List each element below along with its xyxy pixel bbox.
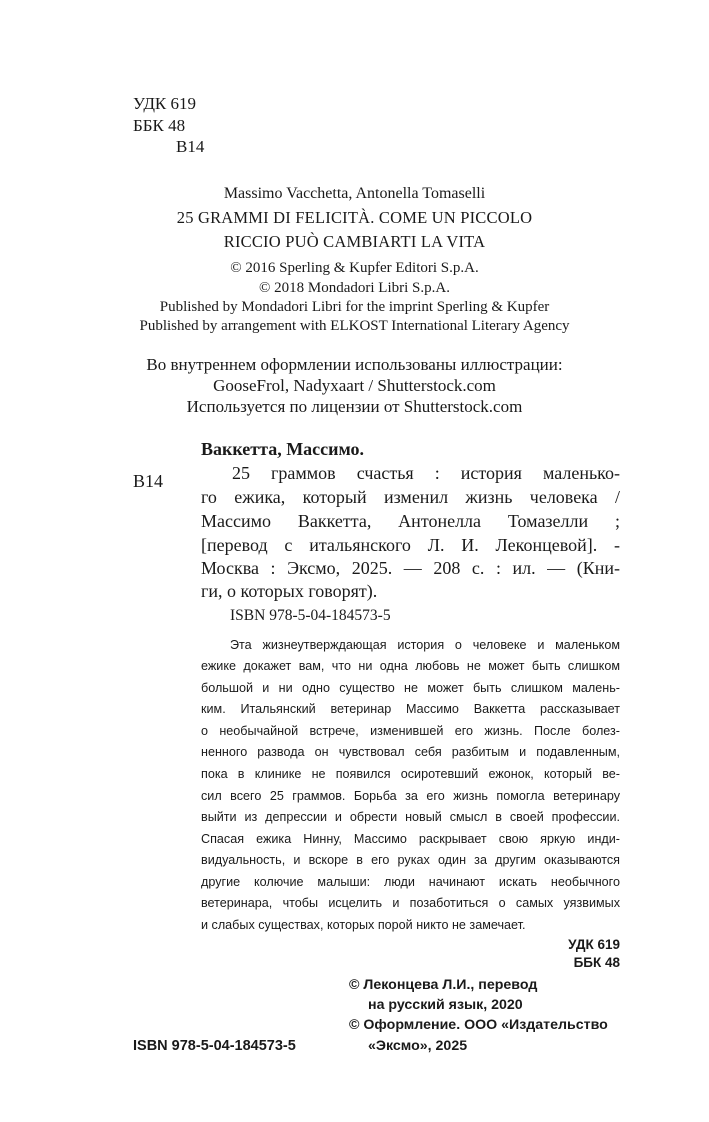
catalog-description-line-1: 25 граммов счастья : история маленько-: [232, 463, 620, 483]
annotation-line-5: о необычайной встрече, изменившей его жизнь. После болез-: [201, 724, 620, 738]
annotation-line-10: Спасая ежика Нинну, Массимо раскрывает свою яркую инди-: [201, 832, 620, 846]
annotation-line-13: ветеринара, чтобы исцелить и позаботиться о самых уязвимых: [201, 896, 620, 910]
annotation-line-8: сил всего 25 граммов. Борьба за его жизнь помогла ветеринару: [201, 789, 620, 803]
footer-isbn: ISBN 978-5-04-184573-5: [133, 1038, 296, 1054]
annotation-line-12: другие колючие малыши: люди начинают искать необычного: [201, 875, 620, 889]
annotation-line-6: ненного развода он чувствовал себя разбитым и подавленным,: [201, 745, 620, 759]
catalog-description-line-4: [перевод с итальянского Л. И. Леконцевой]. -: [201, 535, 620, 555]
catalog-author-heading: Ваккетта, Массимо.: [201, 439, 365, 459]
catalog-udk: УДК 619: [568, 937, 620, 952]
copyright-line-1: © 2016 Sperling & Kupfer Editori S.p.A.: [230, 260, 479, 276]
original-title-line-2: RICCIO PUÒ CAMBIARTI LA VITA: [223, 232, 486, 251]
udk-code: УДК 619: [133, 94, 197, 113]
catalog-description-line-5: Москва : Эксмо, 2025. — 208 с. : ил. — (Кни-: [201, 558, 620, 578]
copyright-line-3: Published by Mondadori Libri for the imprint Sperling & Kupfer: [159, 299, 550, 315]
catalog-bbk: ББК 48: [573, 955, 620, 970]
author-mark: В14: [176, 137, 205, 156]
original-title-line-1: 25 GRAMMI DI FELICITÀ. COME UN PICCOLO: [176, 208, 533, 227]
annotation-line-1: Эта жизнеутверждающая история о человеке и маленьком: [230, 638, 620, 652]
catalog-isbn: ISBN 978-5-04-184573-5: [230, 607, 391, 624]
annotation-line-9: выйти из депрессии и обрести новый смысл в своей профессии.: [201, 810, 620, 824]
translation-copyright-line-1: © Леконцева Л.И., перевод: [349, 977, 538, 993]
original-authors: Massimo Vacchetta, Antonella Tomaselli: [223, 185, 486, 202]
annotation-line-7: пока в клинике не появился осиротевший ежонок, который ве-: [201, 767, 620, 781]
catalog-code: В14: [133, 471, 164, 491]
translation-copyright-line-2: на русский язык, 2020: [368, 997, 523, 1013]
annotation-line-4: ким. Итальянский ветеринар Массимо Ваккетта рассказывает: [201, 702, 620, 716]
illustrations-line-1: Во внутреннем оформлении использованы иллюстрации:: [146, 355, 563, 374]
illustrations-line-3: Используется по лицензии от Shutterstock.com: [186, 397, 523, 416]
annotation-line-2: ежике докажет вам, что ни одна любовь не может быть слишком: [201, 659, 620, 673]
design-copyright-line-1: © Оформление. ООО «Издательство: [349, 1017, 608, 1033]
copyright-line-4: Published by arrangement with ELKOST International Literary Agency: [139, 318, 570, 334]
annotation-line-11: видуальность, и вскоре в его руках один за другим оказываются: [201, 853, 620, 867]
catalog-description-line-3: Массимо Ваккетта, Антонелла Томазелли ;: [201, 511, 620, 531]
annotation-line-3: большой и ни одно существо не может быть слишком малень-: [201, 681, 620, 695]
design-copyright-line-2: «Эксмо», 2025: [368, 1038, 468, 1054]
copyright-line-2: © 2018 Mondadori Libri S.p.A.: [259, 280, 450, 296]
illustrations-line-2: GooseFrol, Nadyxaart / Shutterstock.com: [213, 376, 496, 395]
catalog-description-line-6: ги, о которых говорят).: [201, 581, 378, 601]
annotation-line-14: и слабых существах, которых порой никто не замечает.: [201, 918, 526, 932]
bbk-code: ББК 48: [133, 116, 186, 135]
catalog-description-line-2: го ежика, который изменил жизнь человека /: [201, 487, 620, 507]
